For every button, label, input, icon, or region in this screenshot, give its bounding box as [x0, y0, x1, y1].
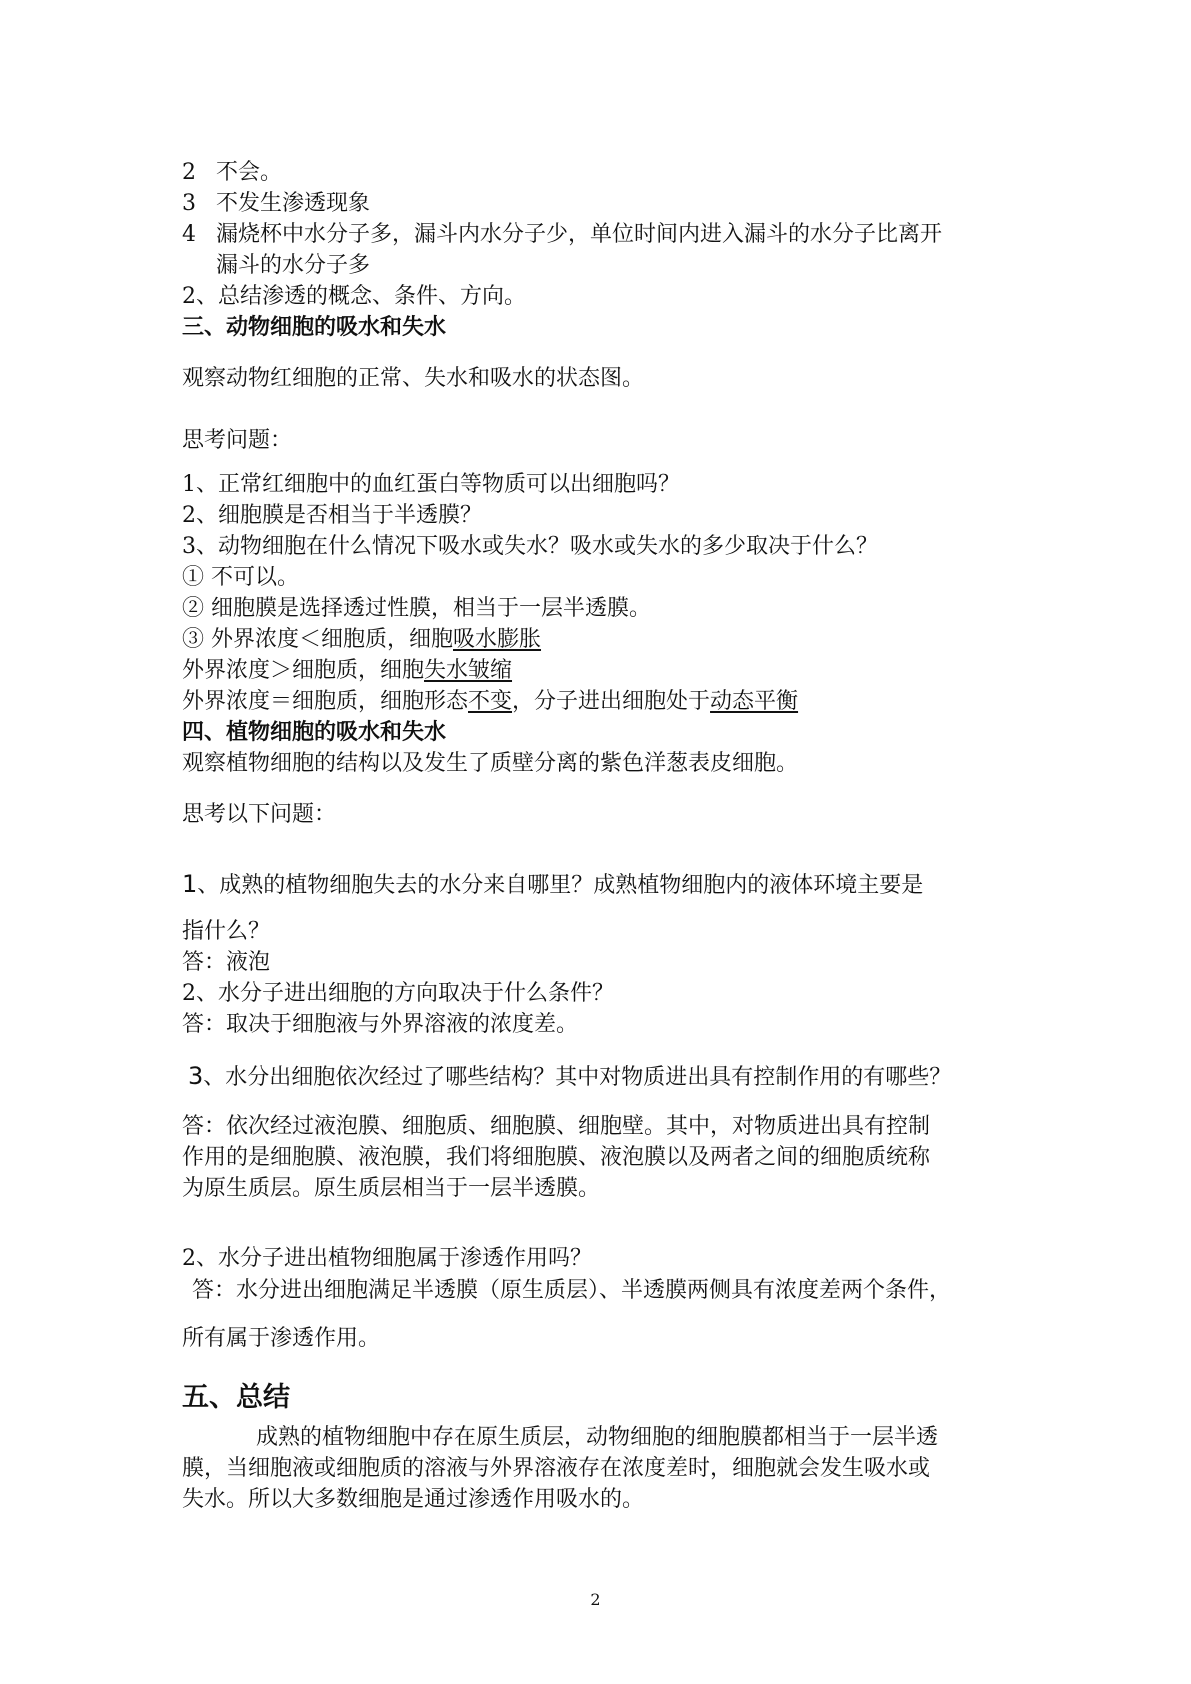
list-item: 4 漏烧杯中水分子多，漏斗内水分子少，单位时间内进入漏斗的水分子比离开 — [182, 222, 943, 247]
answer-3-line-1: 答：依次经过液泡膜、细胞质、细胞膜、细胞壁。其中，对物质进出具有控制 — [182, 1114, 931, 1139]
answer-1: ① 不可以。 — [182, 565, 299, 590]
answer-4-line-1: 答：水分进出细胞满足半透膜（原生质层）、半透膜两侧具有浓度差两个条件， — [192, 1278, 952, 1303]
summary-paragraph-line-3: 失水。所以大多数细胞是通过渗透作用吸水的。 — [182, 1487, 645, 1512]
answer-3-line-2: 作用的是细胞膜、液泡膜，我们将细胞膜、液泡膜以及两者之间的细胞质统称 — [182, 1145, 931, 1170]
question-1-continuation: 指什么？ — [182, 919, 271, 944]
summary-paragraph-line-1: 成熟的植物细胞中存在原生质层，动物细胞的细胞膜都相当于一层半透 — [256, 1425, 939, 1450]
answer-5: 外界浓度＝细胞质，细胞形态不变，分子进出细胞处于动态平衡 — [182, 689, 799, 714]
section-3-heading: 三、动物细胞的吸水和失水 — [182, 315, 447, 340]
question-3: 3、水分出细胞依次经过了哪些结构？其中对物质进出具有控制作用的有哪些？ — [188, 1062, 952, 1090]
question-1: 1、成熟的植物细胞失去的水分来自哪里？成熟植物细胞内的液体环境主要是 — [182, 870, 924, 898]
answer-4-line-2: 所有属于渗透作用。 — [182, 1326, 381, 1351]
list-item: 3 不发生渗透现象 — [182, 191, 371, 216]
answer-3: ③ 外界浓度＜细胞质，细胞吸水膨胀 — [182, 627, 542, 652]
section-3-think: 思考问题： — [182, 428, 293, 453]
question-2: 2、水分子进出细胞的方向取决于什么条件？ — [182, 981, 614, 1006]
question-2: 2、细胞膜是否相当于半透膜？ — [182, 503, 482, 528]
summary-item: 2、总结渗透的概念、条件、方向。 — [182, 284, 526, 309]
section-4-think: 思考以下问题： — [182, 802, 337, 827]
answer-2: ② 细胞膜是选择透过性膜，相当于一层半透膜。 — [182, 596, 651, 621]
page-number: 2 — [590, 1590, 601, 1609]
summary-paragraph-line-2: 膜，当细胞液或细胞质的溶液与外界溶液存在浓度差时，细胞就会发生吸水或 — [182, 1456, 931, 1481]
question-1: 1、正常红细胞中的血红蛋白等物质可以出细胞吗？ — [182, 472, 680, 497]
answer-4: 外界浓度＞细胞质，细胞失水皱缩 — [182, 658, 513, 683]
section-4-observe: 观察植物细胞的结构以及发生了质壁分离的紫色洋葱表皮细胞。 — [182, 751, 799, 776]
list-item: 2 不会。 — [182, 160, 283, 185]
section-4-heading: 四、植物细胞的吸水和失水 — [182, 720, 447, 745]
section-5-heading: 五、总结 — [182, 1382, 290, 1413]
answer-2: 答：取决于细胞液与外界溶液的浓度差。 — [182, 1012, 579, 1037]
answer-1: 答：液泡 — [182, 950, 271, 975]
section-3-observe: 观察动物红细胞的正常、失水和吸水的状态图。 — [182, 366, 645, 391]
question-4: 2、水分子进出植物细胞属于渗透作用吗？ — [182, 1246, 592, 1271]
question-3: 3、动物细胞在什么情况下吸水或失水？吸水或失水的多少取决于什么？ — [182, 534, 878, 559]
answer-3-line-3: 为原生质层。原生质层相当于一层半透膜。 — [182, 1176, 601, 1201]
list-item-continuation: 漏斗的水分子多 — [216, 253, 371, 278]
